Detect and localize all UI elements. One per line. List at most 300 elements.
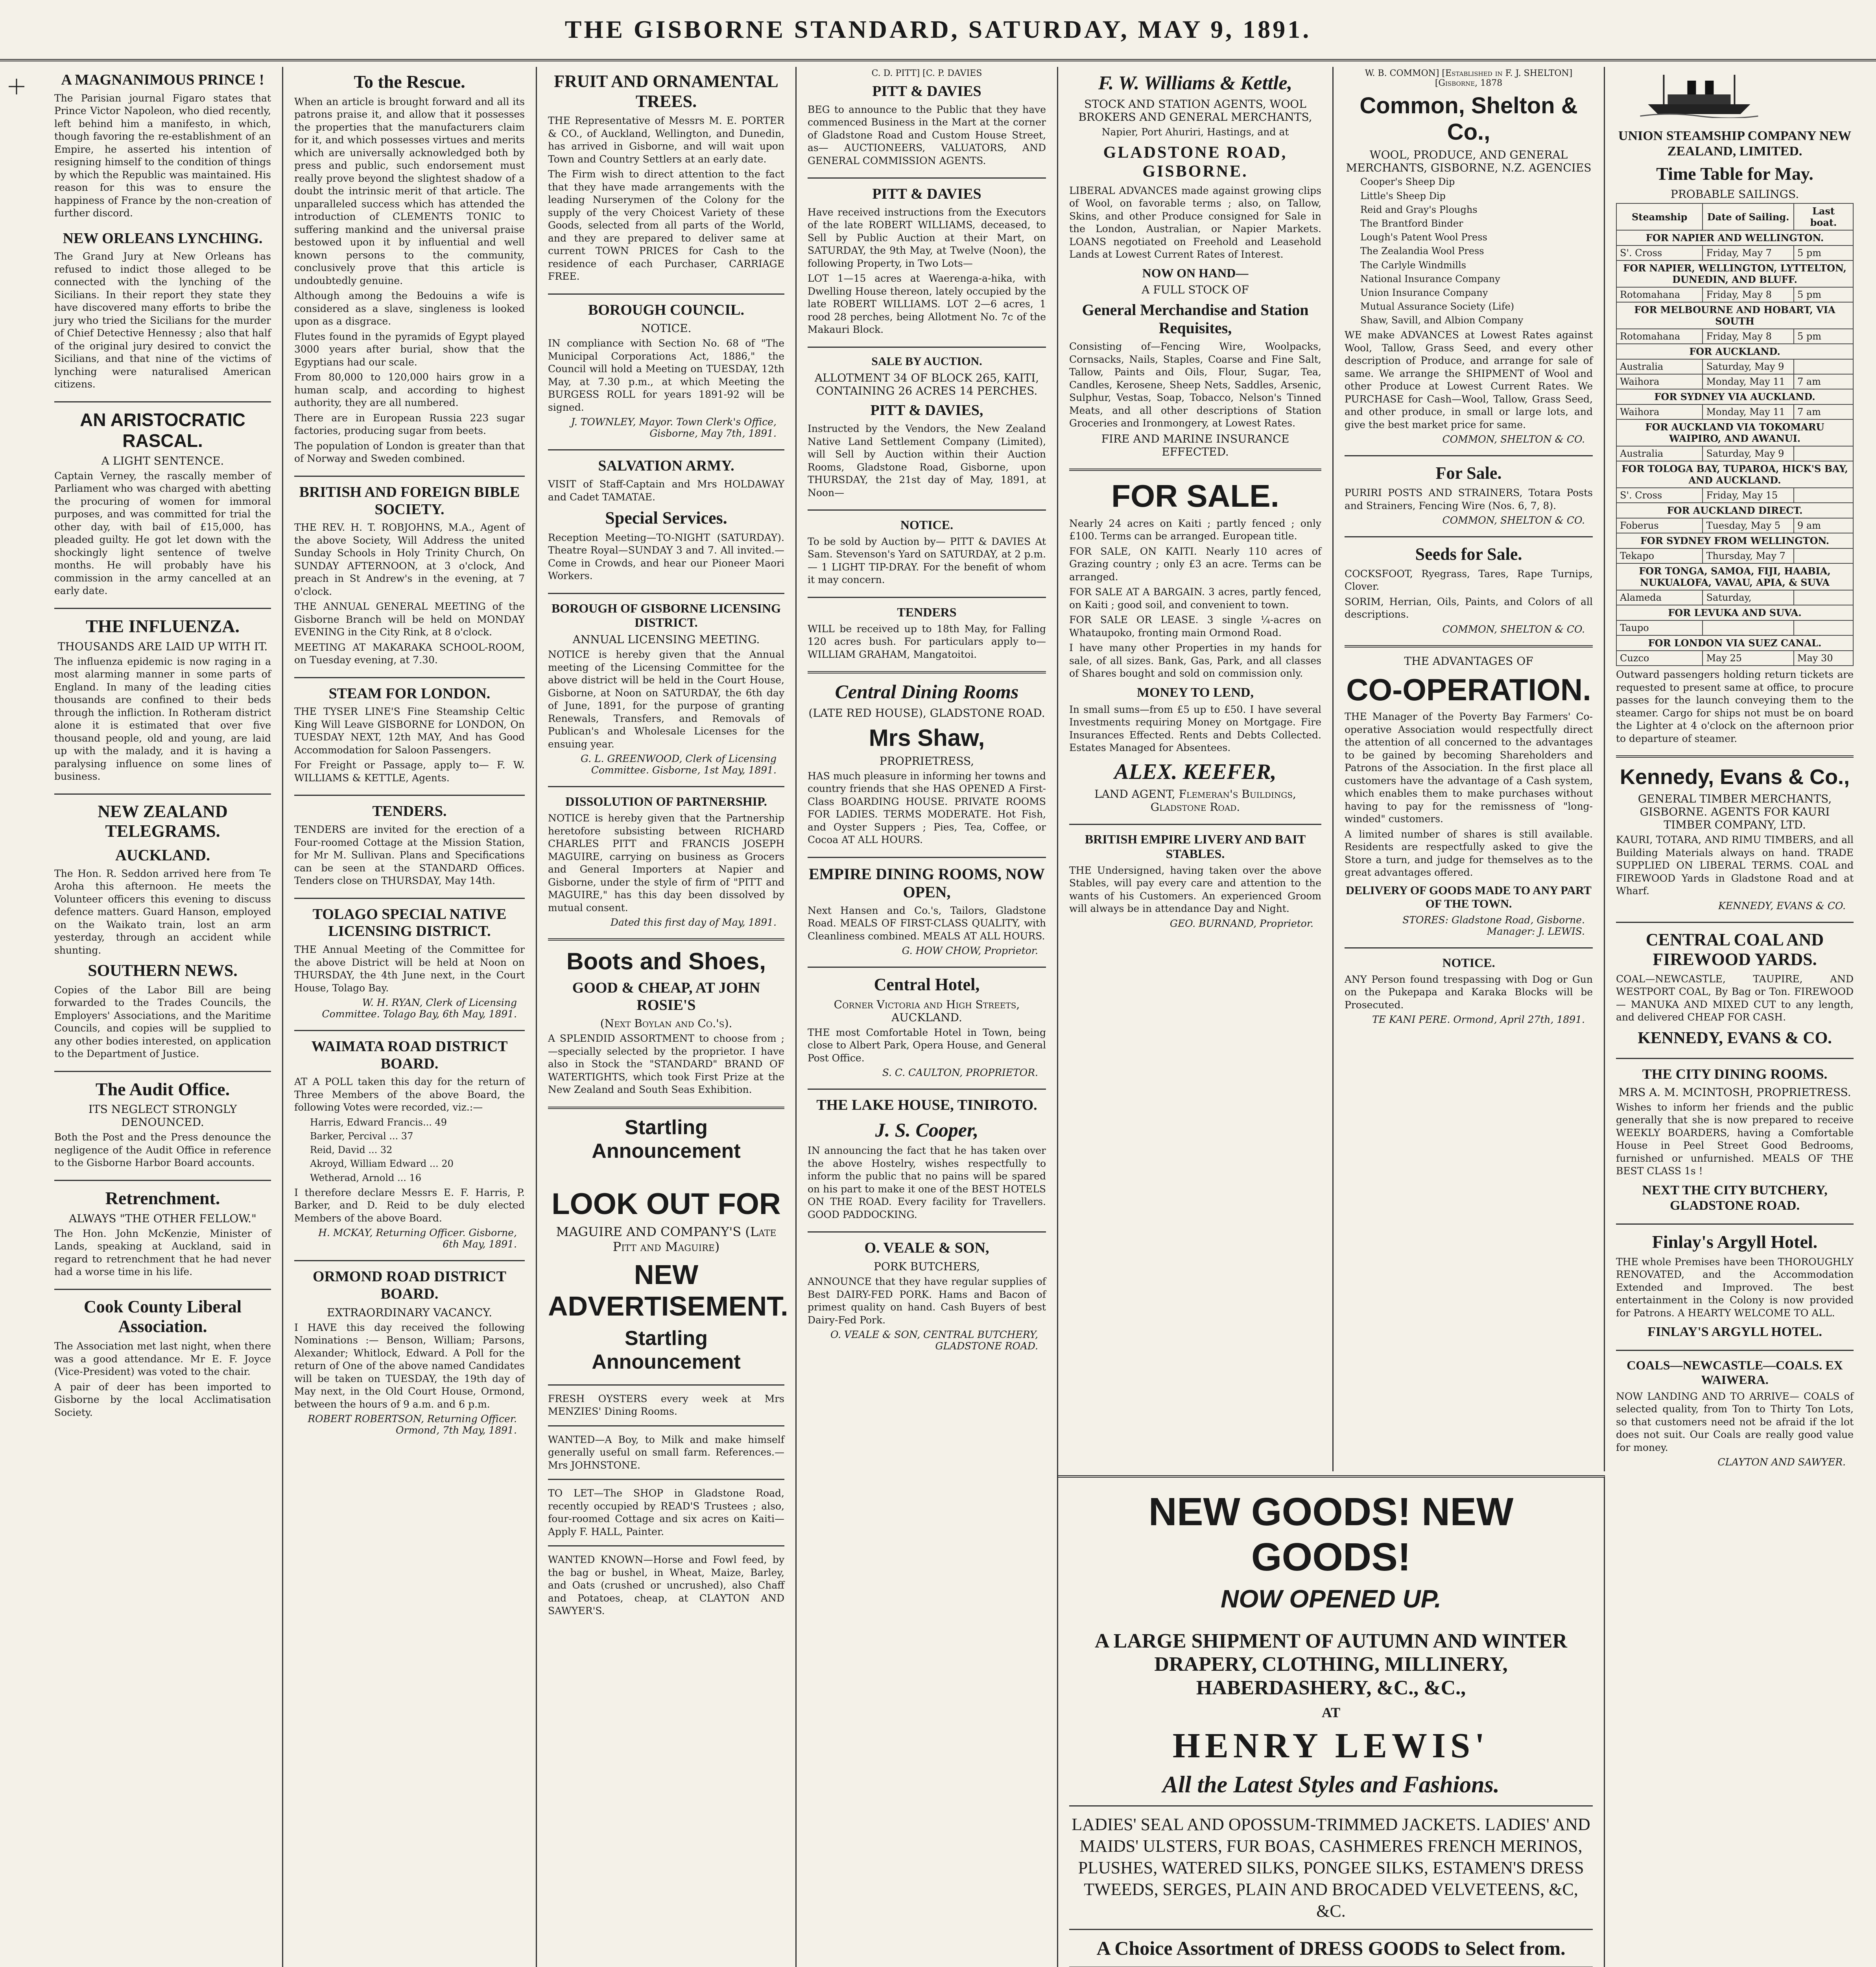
- body-text: When an article is brought forward and all its patrons praise it, and allow that it possesses the properties that the manufacturers claim for it, and which possesses virtues and merits which are universally acknowledged both by press and public, such endorsement must really prove beyond the slightest shadow of a doubt the intrinsic merit of that article. The unparalleled success which has attended the introduction of CLEMENTS TONIC to suffering mankind and the universal praise bestowed upon it by influential and well known persons to the community, conclusively prove that this article is undoubtedly genuine.: [294, 96, 525, 286]
- ad-steam-for-london: [294, 685, 525, 785]
- route-header-row: [1616, 419, 1853, 446]
- body-text: There are in European Russia 223 sugar factories, producing sugar from beets.: [294, 412, 525, 437]
- table-row: [1616, 548, 1853, 563]
- heading: AN ARISTOCRATIC RASCAL.: [80, 409, 245, 451]
- subheading: ITS NEGLECT STRONGLY DENOUNCED.: [88, 1103, 237, 1129]
- heading: Central Dining Rooms: [835, 681, 1019, 703]
- body-text: Next Hansen and Co.'s, Tailors, Gladstone Road. MEALS OF FIRST-CLASS QUALITY, with Cleanliness combined. MEALS AT ALL HOURS.: [808, 904, 1046, 942]
- divider: [294, 898, 525, 899]
- subheading: Corner Victoria and High Streets, AUCKLAND.: [834, 998, 1020, 1024]
- ad-for-sale-keefer: [1069, 478, 1321, 814]
- table-row: [1616, 404, 1853, 419]
- ad-williams-kettle: [1069, 72, 1321, 458]
- route-header-row: [1616, 260, 1853, 287]
- body-text: The Parisian journal Figaro states that Prince Victor Napoleon, who died recently, left behind him a manifesto, in which, though favoring the re-establishment of an Empire, he asserted his intention of resigning himself to the condition of things by which the Republic was maintained. His reason for this was to ensure the happiness of France by the non-creation of further discord.: [54, 92, 271, 219]
- table-cell: 5 pm: [1794, 329, 1853, 344]
- heading: HENRY LEWIS': [1172, 1726, 1490, 1766]
- body-text: Wishes to inform her friends and the public generally that she is now prepared to receive WEEKLY BOARDERS, having a Comfortable House in Peel Street Good Bedrooms, furnished or unfurnished. MEALS OF THE BEST CLASS 1s !: [1616, 1101, 1854, 1177]
- divider: [1069, 824, 1321, 825]
- sailings-table: [1616, 203, 1854, 666]
- table-cell: Monday, May 11: [1703, 374, 1793, 389]
- heading: NOW ON HAND—: [1142, 266, 1249, 280]
- agency-item: Union Insurance Company: [1360, 287, 1488, 298]
- table-row: [1616, 245, 1853, 260]
- article-cook-county: [54, 1297, 271, 1419]
- divider: [808, 509, 1046, 511]
- divider: [1345, 455, 1593, 456]
- body-text: I therefore declare Messrs E. F. Harris, P. Barker, and D. Reid to be duly elected Members of the above Board.: [294, 1186, 525, 1224]
- route-header-row: [1616, 230, 1853, 245]
- body-text: The population of London is greater than that of Norway and Sweden combined.: [294, 440, 525, 465]
- heading: Startling Announcement: [592, 1116, 741, 1162]
- table-cell: Friday, May 7: [1703, 245, 1793, 260]
- body-text: A pair of deer has been imported to Gisborne by the local Acclimatisation Society.: [54, 1381, 271, 1418]
- route-destination: FOR AUCKLAND DIRECT.: [1616, 503, 1853, 518]
- column-5: [1058, 67, 1334, 1471]
- heading: ALEX. KEEFER,: [1114, 759, 1276, 784]
- column-7: [1605, 67, 1865, 1967]
- heading: CO-OPERATION.: [1346, 672, 1591, 707]
- body-text: I have many other Properties in my hands for sale, of all sizes. Bank, Gas, Park, and all classes of Shares bought and sold on commission only.: [1069, 642, 1321, 679]
- article-aristocratic-rascal: [54, 410, 271, 598]
- article-retrenchment: [54, 1188, 271, 1279]
- ad-seeds-for-sale: [1345, 544, 1593, 635]
- ad-empire-dining: [808, 865, 1046, 957]
- table-cell: Cuzco: [1616, 651, 1703, 666]
- column-6: [1334, 67, 1605, 1471]
- signature: COMMON, SHELTON & CO.: [1442, 623, 1585, 635]
- route-destination: FOR SYDNEY VIA AUCKLAND.: [1616, 389, 1853, 404]
- table-cell: Friday, May 8: [1703, 287, 1793, 302]
- heading: WAIMATA ROAD DISTRICT BOARD.: [311, 1038, 508, 1072]
- ad-union-steamship: [1616, 67, 1854, 745]
- heading: Common, Shelton & Co.,: [1360, 93, 1578, 145]
- divider: [548, 1479, 784, 1480]
- sailings-body: [1616, 230, 1853, 666]
- table-cell: May 30: [1794, 651, 1853, 666]
- route-destination: FOR AUCKLAND.: [1616, 344, 1853, 359]
- route-header-row: [1616, 605, 1853, 620]
- body-text: PURIRI POSTS AND STRAINERS, Totara Posts and Strainers, Fencing Wire (Nos. 6, 7, 8).: [1345, 487, 1593, 511]
- signature: STORES: Gladstone Road, Gisborne. Manager: J. LEWIS.: [1402, 914, 1585, 937]
- table-row: [1616, 590, 1853, 605]
- agency-item: Reid and Gray's Ploughs: [1360, 204, 1478, 215]
- table-row: [1616, 446, 1853, 461]
- body-text: Although among the Bedouins a wife is considered as a slave, singleness is looked upon as a disgrace.: [294, 290, 525, 327]
- divider: [294, 1260, 525, 1261]
- heading: BRITISH AND FOREIGN BIBLE SOCIETY.: [299, 483, 520, 518]
- heading: NOTICE.: [900, 518, 954, 532]
- agency-item: Mutual Assurance Society (Life): [1360, 301, 1514, 312]
- body-text: THE Representative of Messrs M. E. PORTER & CO., of Auckland, Wellington, and Dunedin, has arrived in Gisborne, and will wait upon Town and Country Settlers at an early date.: [548, 115, 784, 165]
- ad-co-operation: [1345, 655, 1593, 937]
- divider: [548, 1425, 784, 1426]
- heading: To the Rescue.: [354, 72, 465, 92]
- classifieds: [548, 1393, 784, 1618]
- body-text: Consisting of—Fencing Wire, Woolpacks, Cornsacks, Nails, Staples, Coarse and Fine Salt, Tallow, Paints and Oils, Flour, Sugar, Tea, Candles, Kerosene, Sheep Nets, Saddles, Arsenic, Sulphur, Vestas, Soap, Tobacco, Nelson's Tinned Meats, and all other descriptions of Station Groceries and Ironmongery, at Lowest Rates.: [1069, 341, 1321, 429]
- heading: NEW GOODS! NEW GOODS!: [1148, 1490, 1514, 1579]
- table-cell: Alameda: [1616, 590, 1703, 605]
- divider: [1345, 947, 1593, 948]
- column-header: Last boat.: [1794, 203, 1853, 230]
- subheading: ALWAYS "THE OTHER FELLOW.": [69, 1212, 256, 1225]
- subheading: A FULL STOCK OF: [1142, 283, 1249, 297]
- ad-argyll-hotel: [1616, 1232, 1854, 1340]
- divider: [548, 593, 784, 594]
- signature: W. H. RYAN, Clerk of Licensing Committee. Tolago Bay, 6th May, 1891.: [322, 997, 517, 1020]
- heading: For Sale.: [1435, 463, 1502, 483]
- body-text: WILL be received up to 18th May, for Falling 120 acres bush. For particulars apply to— WILLIAM GRAHAM, Mangatoitoi.: [808, 623, 1046, 660]
- body-text: Outward passengers holding return tickets are requested to present same at office, to procure passes for the launch conveying them to the steamer. Cargo for ships not must be on board the Lighter at 4 o'clock on the afternoon prior to departure of steamer.: [1616, 669, 1854, 744]
- body-text: COAL—NEWCASTLE, TAUPIRE, AND WESTPORT COAL, By Bag or Ton. FIREWOOD — MANUKA AND MIXED CUT to any length, and delivered CHEAP FOR CASH.: [1616, 973, 1854, 1023]
- route-header-row: [1616, 344, 1853, 359]
- subheading: THE ADVANTAGES OF: [1404, 654, 1533, 668]
- table-row: [1616, 651, 1853, 666]
- article-to-the-rescue: [294, 72, 525, 465]
- route-destination: FOR LONDON VIA SUEZ CANAL.: [1616, 635, 1853, 651]
- divider: [808, 177, 1046, 179]
- body-text: THE whole Premises have been THOROUGHLY RENOVATED, and the Accommodation Extended and Improved. The best entertainment in the Colony is now provided for Patrons. A HEARTY WELCOME TO ALL.: [1616, 1256, 1854, 1319]
- ad-pitt-davies-1: [808, 83, 1046, 167]
- ad-tenders: [294, 803, 525, 887]
- column-4: [797, 67, 1058, 1967]
- body-text: LADIES' SEAL AND OPOSSUM-TRIMMED JACKETS. LADIES' AND MAIDS' ULSTERS, FUR BOAS, CASHMERES FRENCH MERINOS, PLUSHES, WATERED SILKS, PONGEE SILKS, ESTAMEN'S DRESS TWEEDS, SERGES, PLAIN AND BROCADED VELVETEENS, &C, &C.: [1072, 1814, 1590, 1921]
- signature: COMMON, SHELTON & CO.: [1442, 434, 1585, 445]
- body-text: Nearly 24 acres on Kaiti ; partly fenced ; only £100. Terms can be arranged. European title.: [1069, 517, 1321, 542]
- route-header-row: [1616, 461, 1853, 488]
- ad-lake-house: [808, 1097, 1046, 1221]
- heading: Mrs Shaw,: [869, 724, 985, 751]
- subheading: (LATE RED HOUSE), GLADSTONE ROAD.: [808, 706, 1045, 720]
- body-text: In small sums—from £5 up to £50. I have several Investments requiring Money on Mortgage. Fire Insurances Effected. Rents and Debts Collected. Estates Managed for Absentees.: [1069, 703, 1321, 754]
- subheading: (Next Boylan and Co.'s).: [600, 1017, 732, 1030]
- body-text: AT A POLL taken this day for the return of Three Members of the above Board, the following Votes were recorded, viz.:—: [294, 1076, 525, 1113]
- ad-notice-tip-dray: [808, 518, 1046, 587]
- body-text: NOW LANDING AND TO ARRIVE— COALS of selected quality, from Ton to Thirty Ton Lots, so that customers need not be afraid if the lot does not suit. Our Coals are really good value for money.: [1616, 1390, 1854, 1453]
- heading: AT: [1321, 1704, 1341, 1720]
- heading: THE CITY DINING ROOMS.: [1642, 1066, 1828, 1082]
- table-cell: Foberus: [1616, 518, 1703, 533]
- column-3: [537, 67, 797, 1967]
- heading: PITT & DAVIES: [872, 186, 981, 203]
- subheading: MRS A. M. MCINTOSH, PROPRIETRESS.: [1618, 1085, 1851, 1099]
- agency-item: Lough's Patent Wool Press: [1360, 232, 1487, 243]
- heading: J. S. Cooper,: [875, 1118, 979, 1141]
- subheading: ALLOTMENT 34 OF BLOCK 265, KAITI, CONTAINING 26 ACRES 14 PERCHES.: [814, 371, 1039, 398]
- body-text: The Grand Jury at New Orleans has refused to indict those alleged to be connected with the lynching of the Sicilians. In their report they state they have discovered many efforts to bribe the jury who tried the Sicilians for the murder of Chief Detective Hennessy ; also that half of the original jury desired to convict the Sicilians, and that nine of the victims of lynching were naturalised American citizens.: [54, 251, 271, 390]
- divider: [1069, 469, 1321, 471]
- heading: Cook County Liberal Association.: [84, 1297, 242, 1336]
- table-cell: [1794, 446, 1853, 461]
- ad-bible-society: [294, 484, 525, 667]
- agency-item: The Brantford Binder: [1360, 218, 1463, 229]
- table-row: [1616, 359, 1853, 374]
- column-header: Date of Sailing.: [1703, 203, 1793, 230]
- table-cell: 5 pm: [1794, 287, 1853, 302]
- body-text: LOT 1—15 acres at Waerenga-a-hika, with Dwelling House thereon, lately occupied by the late ROBERT WILLIAMS. LOT 2—6 acres, 1 rood 28 perches, being Allotment No. 7c of the Makauri Block.: [808, 273, 1046, 336]
- column-1: [43, 67, 283, 1967]
- route-destination: FOR MELBOURNE AND HOBART, VIA SOUTH: [1616, 302, 1853, 329]
- body-text: The Association met last night, when there was a good attendance. Mr E. F. Joyce (Vice-President) was voted to the chair.: [54, 1340, 271, 1377]
- agency-item: Little's Sheep Dip: [1360, 190, 1446, 201]
- heading: The Audit Office.: [95, 1079, 230, 1099]
- table-cell: Monday, May 11: [1703, 404, 1793, 419]
- route-destination: FOR TOLOGA BAY, TUPAROA, HICK'S BAY, AND AUCKLAND.: [1616, 461, 1853, 488]
- heading: NEW ORLEANS LYNCHING.: [63, 230, 263, 247]
- ad-salvation-army: [548, 458, 784, 582]
- classified-item: TO LET—The SHOP in Gladstone Road, recently occupied by READ'S Trustees ; also, four-roomed Cottage and six acres on Kaiti—Apply F. HALL, Painter.: [548, 1487, 784, 1537]
- body-text: NOTICE is hereby given that the Partnership heretofore subsisting between RICHARD CHARLES PITT and FRANCIS JOSEPH MAGUIRE, carrying on business as Grocers and General Importers at Napier and Gisborne, under the style of firm of "PITT and MAGUIRE," has this day been dissolved by mutual consent.: [548, 812, 784, 913]
- table-row: [1616, 518, 1853, 533]
- body-text: ANNOUNCE that they have regular supplies of Best DAIRY-FED PORK. Hams and Bacon of primest quality on hand. Cash Buyers of best Dairy-Fed Pork.: [808, 1276, 1046, 1326]
- divider: [548, 938, 784, 941]
- ad-tenders-bush: [808, 605, 1046, 661]
- table-cell: 7 am: [1794, 374, 1853, 389]
- heading: THE LAKE HOUSE, TINIROTO.: [816, 1097, 1037, 1114]
- heading: FINLAY'S ARGYLL HOTEL.: [1647, 1325, 1822, 1340]
- subheading: GENERAL TIMBER MERCHANTS, GISBORNE. AGENTS FOR KAURI TIMBER COMPANY, LTD.: [1638, 792, 1832, 832]
- route-header-row: [1616, 503, 1853, 518]
- table-cell: Tekapo: [1616, 548, 1703, 563]
- body-text: IN announcing the fact that he has taken over the above Hostelry, wishes respectfully to inform the public that no pains will be spared on his part to make it one of the BEST HOTELS ON THE ROAD. Every facility for Travellers. GOOD PADDOCKING.: [808, 1145, 1046, 1220]
- agency-item: Cooper's Sheep Dip: [1360, 176, 1455, 188]
- article-magnanimous-prince: [54, 72, 271, 220]
- table-cell: 7 am: [1794, 404, 1853, 419]
- heading: A LARGE SHIPMENT OF AUTUMN AND WINTER DRAPERY, CLOTHING, MILLINERY, HABERDASHERY, &C., &C.,: [1095, 1629, 1567, 1699]
- article-nz-telegrams: [54, 802, 271, 1061]
- body-text: THE REV. H. T. ROBJOHNS, M.A., Agent of the above Society, Will Address the united Sunday Schools in Holy Trinity Church, On SUNDAY AFTERNOON, at 3 o'clock, And preach in St Andrew's in the evening, at 7 o'clock.: [294, 522, 525, 597]
- table-cell: Australia: [1616, 359, 1703, 374]
- heading: DISSOLUTION OF PARTNERSHIP.: [565, 794, 767, 809]
- table-header-row: [1616, 203, 1853, 230]
- ad-waimata-road: [294, 1038, 525, 1250]
- signature: KENNEDY, EVANS & CO.: [1718, 900, 1846, 912]
- heading: GLADSTONE ROAD, GISBORNE.: [1103, 144, 1288, 181]
- heading: BOROUGH OF GISBORNE LICENSING DISTRICT.: [552, 601, 781, 630]
- divider: [1069, 1805, 1593, 1806]
- body-text: Flutes found in the pyramids of Egypt played 3000 years after burial, show that the Egyptians had our scale.: [294, 330, 525, 368]
- subheading: AUCKLAND.: [115, 846, 210, 864]
- heading: General Merchandise and Station Requisites,: [1082, 301, 1309, 337]
- ad-dissolution: [548, 794, 784, 928]
- heading: SALVATION ARMY.: [598, 458, 734, 474]
- body-text: VISIT of Staff-Captain and Mrs HOLDAWAY and Cadet TAMATAE.: [548, 478, 784, 503]
- classified-item: WANTED KNOWN—Horse and Fowl feed, by the bag or bushel, in Wheat, Maize, Barley, and Oats (crushed or uncrushed), also Chaff and Potatoes, cheap, at CLAYTON AND SAWYER'S.: [548, 1554, 784, 1616]
- newspaper-title: THE GISBORNE STANDARD, SATURDAY, MAY 9, 1891.: [564, 15, 1312, 43]
- subheading: FIRE AND MARINE INSURANCE EFFECTED.: [1101, 432, 1289, 458]
- table-cell: Waihora: [1616, 374, 1703, 389]
- subheading: STOCK AND STATION AGENTS, WOOL BROKERS AND GENERAL MERCHANTS,: [1078, 97, 1312, 124]
- body-text: Captain Verney, the rascally member of Parliament who was charged with abetting the procuring of women for immoral purposes, and was committed for trial the other day, with bail of £15,000, has pleaded guilty. He got let down with the shockingly light sentence of twelve months. He will probably have his commission in the army cancelled at an early date.: [54, 470, 271, 597]
- body-text: Both the Post and the Press denounce the negligence of the Audit Office in reference to the Gisborne Harbor Board accounts.: [54, 1131, 271, 1169]
- body-text: FOR SALE OR LEASE. 3 single ¼-acres on Whataupoko, fronting main Ormond Road.: [1069, 614, 1321, 638]
- subheading: WOOL, PRODUCE, AND GENERAL MERCHANTS, GISBORNE, N.Z. AGENCIES: [1346, 148, 1592, 175]
- ad-trespass-notice: [1345, 956, 1593, 1025]
- signature: G. L. GREENWOOD, Clerk of Licensing Committee. Gisborne, 1st May, 1891.: [580, 753, 777, 776]
- table-cell: [1703, 620, 1793, 635]
- route-destination: FOR SYDNEY FROM WELLINGTON.: [1616, 533, 1853, 548]
- divider: [54, 608, 271, 609]
- signature: O. VEALE & SON, CENTRAL BUTCHERY, GLADSTONE ROAD.: [830, 1329, 1038, 1352]
- subheading: PROBABLE SAILINGS.: [1670, 188, 1799, 201]
- divider: [548, 449, 784, 450]
- vote-item: Akroyd, William Edward ... 20: [310, 1158, 454, 1170]
- signature: ROBERT ROBERTSON, Returning Officer. Ormond, 7th May, 1891.: [308, 1413, 517, 1436]
- divider: [808, 347, 1046, 348]
- table-row: [1616, 374, 1853, 389]
- divider: [1069, 1929, 1593, 1930]
- route-destination: FOR NAPIER AND WELLINGTON.: [1616, 230, 1853, 245]
- table-cell: Saturday, May 9: [1703, 446, 1793, 461]
- heading: NOTICE.: [1442, 955, 1495, 970]
- steamship-icon: [1616, 71, 1782, 118]
- table-cell: [1794, 548, 1853, 563]
- ad-central-dining: [808, 681, 1046, 847]
- masthead: [0, 0, 1876, 61]
- heading: NEW ADVERTISEMENT.: [548, 1259, 788, 1322]
- table-row: [1616, 488, 1853, 503]
- body-text: LIBERAL ADVANCES made against growing clips of Wool, on favorable terms ; also, on Tallow, Skins, and other Produce consigned for Sale in the London, Australian, or Napier Markets. LOANS negotiated on Freehold and Leasehold Lands at Lowest Current Rates of Interest.: [1069, 185, 1321, 260]
- body-text: A limited number of shares is still available. Residents are respectfully asked to give the Store a turn, and judge for themselves as to the great advantages offered.: [1345, 828, 1593, 878]
- divider: [1616, 1350, 1854, 1351]
- divider: [294, 677, 525, 678]
- signature: TE KANI PERE. Ormond, April 27th, 1891.: [1372, 1014, 1585, 1026]
- divider: [294, 795, 525, 796]
- established-line: W. B. COMMON] [Established in F. J. SHELTON] [Gisborne, 1878: [1365, 68, 1573, 88]
- subheading: ANNUAL LICENSING MEETING.: [572, 633, 760, 646]
- table-cell: Waihora: [1616, 404, 1703, 419]
- subheading: LAND AGENT, Flemeran's Buildings, Gladstone Road.: [1094, 788, 1296, 814]
- divider: [1616, 922, 1854, 923]
- route-destination: FOR AUCKLAND VIA TOKOMARU WAIPIRO, AND AWANUI.: [1616, 419, 1853, 446]
- body-text: THE Annual Meeting of the Committee for the above District will be held at Noon on THURSDAY, the 4th June next, in the Court House, Tolago Bay.: [294, 944, 525, 994]
- subheading: GOOD & CHEAP, AT JOHN ROSIE'S: [572, 980, 760, 1013]
- body-text: For Freight or Passage, apply to— F. W. WILLIAMS & KETTLE, Agents.: [294, 759, 525, 784]
- divider: [548, 1107, 784, 1109]
- divider: [1616, 1223, 1854, 1225]
- ad-livery-stables: [1069, 832, 1321, 929]
- route-header-row: [1616, 635, 1853, 651]
- divider: [1345, 645, 1593, 648]
- heading: FOR SALE.: [1111, 478, 1279, 513]
- divider: [1345, 536, 1593, 537]
- divider: [808, 1231, 1046, 1233]
- table-cell: S'. Cross: [1616, 245, 1703, 260]
- heading: Seeds for Sale.: [1415, 544, 1522, 564]
- body-text: THE ANNUAL GENERAL MEETING of the Gisborne Branch will be held on MONDAY EVENING in the City Rink, at 8 o'clock.: [294, 601, 525, 638]
- table-cell: [1794, 590, 1853, 605]
- divider: [548, 1384, 784, 1386]
- divider: [808, 857, 1046, 858]
- route-header-row: [1616, 389, 1853, 404]
- divider: [294, 476, 525, 477]
- body-text: FOR SALE AT A BARGAIN. 3 acres, partly fenced, on Kaiti ; good soil, and convenient to town.: [1069, 586, 1321, 611]
- signature: H. MCKAY, Returning Officer. Gisborne, 6th May, 1891.: [318, 1227, 517, 1250]
- body-text: A SPLENDID ASSORTMENT to choose from ;—specially selected by the proprietor. I have also in Stock the "STANDARD" BRAND OF WATERTIGHTS, which took First Prize at the New Zealand and South Seas Exhibition.: [548, 1033, 784, 1096]
- ad-fruit-trees: [548, 72, 784, 283]
- body-text: Copies of the Labor Bill are being forwarded to the Trades Councils, the Employers' Associations, and the Maritime Councils, and copies will be supplied to any other bodies interested, on application to the Department of Justice.: [54, 984, 271, 1060]
- table-cell: Saturday,: [1703, 590, 1793, 605]
- classified-item: WANTED—A Boy, to Milk and make himself generally useful on small farm. References.—Mrs JOHNSTONE.: [548, 1434, 784, 1471]
- heading: LOOK OUT FOR: [552, 1187, 781, 1221]
- body-text: NOTICE is hereby given that the Annual meeting of the Licensing Committee for the above district will be held in the Court House, Gisborne, at Noon on SATURDAY, the 6th day of June, 1891, for the purpose of granting Renewals, Transfers, and Removals of Publican's and Wholesale Licenses for the ensuing year.: [548, 649, 784, 750]
- route-header-row: [1616, 563, 1853, 590]
- heading: A MAGNANIMOUS PRINCE !: [61, 72, 264, 88]
- body-text: The Firm wish to direct attention to the fact that they have made arrangements with the leading Nurserymen of the Colony for the supply of the very Choicest Variety of these Goods, selected from all parts of the World, and they are prepared to deliver same at current TOWN PRICES for Cash to the residence of each Purchaser, CARRIAGE FREE.: [548, 168, 784, 282]
- heading: Finlay's Argyll Hotel.: [1652, 1231, 1818, 1252]
- heading: All the Latest Styles and Fashions.: [1162, 1771, 1500, 1797]
- heading: TENDERS.: [372, 803, 447, 820]
- heading: TENDERS: [897, 605, 957, 619]
- route-destination: FOR TONGA, SAMOA, FIJI, HAABIA, NUKUALOFA, VAVAU, APIA, & SUVA: [1616, 563, 1853, 590]
- body-text: HAS much pleasure in informing her towns and country friends that she HAS OPENED A First-Class BOARDING HOUSE. PRIVATE ROOMS FOR LADIES. TERMS MODERATE. Hot Fish, and Oyster Suppers ; Pies, Tea, Coffee, or Cocoa AT ALL HOURS.: [808, 770, 1046, 846]
- ad-city-dining: [1616, 1066, 1854, 1213]
- divider: [54, 1180, 271, 1181]
- heading: KENNEDY, EVANS & CO.: [1638, 1029, 1832, 1047]
- signature: COMMON, SHELTON & CO.: [1442, 515, 1585, 526]
- body-text: THE TYSER LINE'S Fine Steamship Celtic King Will Leave GISBORNE for LONDON, On TUESDAY NEXT, 12th MAY, And has Good Accommodation for Saloon Passengers.: [294, 706, 525, 756]
- table-cell: Rotomahana: [1616, 329, 1703, 344]
- ad-veale-son: [808, 1240, 1046, 1352]
- ad-coals-waiwera: [1616, 1358, 1854, 1468]
- body-text: FOR SALE, ON KAITI. Nearly 110 acres of Grazing country ; only £3 an acre. Terms can be arranged.: [1069, 545, 1321, 583]
- divider: [54, 401, 271, 402]
- body-text: MEETING AT MAKARAKA SCHOOL-ROOM, on Tuesday evening, at 7.30.: [294, 641, 525, 666]
- subheading: PORK BUTCHERS,: [874, 1260, 980, 1273]
- table-cell: Rotomahana: [1616, 287, 1703, 302]
- signature: Dated this first day of May, 1891.: [610, 917, 777, 928]
- ad-tolago-licensing: [294, 906, 525, 1020]
- heading: CENTRAL COAL AND FIREWOOD YARDS.: [1645, 930, 1824, 969]
- partners-line: C. D. PITT] [C. P. DAVIES: [871, 68, 982, 78]
- body-text: Reception Meeting—TO-NIGHT (SATURDAY). Theatre Royal—SUNDAY 3 and 7. All invited.—Come in Crowds, and hear our Pioneer Maori Workers.: [548, 531, 784, 582]
- table-cell: [1794, 359, 1853, 374]
- table-cell: 5 pm: [1794, 245, 1853, 260]
- signature: GEO. BURNAND, Proprietor.: [1170, 917, 1313, 929]
- divider: [548, 1545, 784, 1546]
- heading: Kennedy, Evans & Co.,: [1620, 765, 1850, 789]
- body-text: Instructed by the Vendors, the New Zealand Native Land Settlement Company (Limited), will Sell by Auction within their Auction Rooms, Gladstone Road, Gisborne, upon THURSDAY, the 21st day of May, 1891, at Noon—: [808, 423, 1046, 498]
- vote-item: Reid, David ... 32: [310, 1144, 393, 1156]
- heading: Startling Announcement: [592, 1327, 741, 1373]
- route-header-row: [1616, 302, 1853, 329]
- ad-coal-yards: [1616, 930, 1854, 1048]
- ad-sale-by-auction: [808, 355, 1046, 499]
- divider: [54, 1071, 271, 1072]
- agency-item: The Zealandia Wool Press: [1360, 245, 1484, 257]
- classified-item: FRESH OYSTERS every week at Mrs MENZIES' Dining Rooms.: [548, 1393, 784, 1417]
- subheading: THOUSANDS ARE LAID UP WITH IT.: [57, 640, 268, 653]
- heading: Central Hotel,: [874, 975, 980, 995]
- body-text: THE most Comfortable Hotel in Town, being close to Albert Park, Opera House, and General Post Office.: [808, 1026, 1046, 1064]
- body-text: IN compliance with Section No. 68 of "The Municipal Corporations Act, 1886," the Council will hold a Meeting on TUESDAY, 12th May, at 7.30 p.m., at which Meeting the BURGESS ROLL for years 1891-92 will be signed.: [548, 338, 784, 413]
- body-text: From 80,000 to 120,000 hairs grow in a human scalp, and according to highest authority, they are all numbered.: [294, 371, 525, 409]
- agency-item: National Insurance Company: [1360, 273, 1500, 284]
- table-cell: May 25: [1703, 651, 1793, 666]
- registration-mark-icon: [9, 79, 24, 94]
- route-destination: FOR LEVUKA AND SUVA.: [1616, 605, 1853, 620]
- table-row: [1616, 620, 1853, 635]
- divider: [54, 1289, 271, 1290]
- heading: BRITISH EMPIRE LIVERY AND BAIT STABLES.: [1085, 832, 1306, 861]
- body-text: COCKSFOOT, Ryegrass, Tares, Rape Turnips, Clover.: [1345, 568, 1593, 592]
- body-text: TENDERS are invited for the erection of a Four-roomed Cottage at the Mission Station, for Mr M. Sullivan. Plans and Specifications can be seen at the STANDARD Offices. Tenders close on THURSDAY, May 14th.: [294, 824, 525, 887]
- divider: [294, 1030, 525, 1031]
- table-row: [1616, 329, 1853, 344]
- article-audit-office: [54, 1079, 271, 1170]
- table-cell: Taupo: [1616, 620, 1703, 635]
- table-cell: [1794, 488, 1853, 503]
